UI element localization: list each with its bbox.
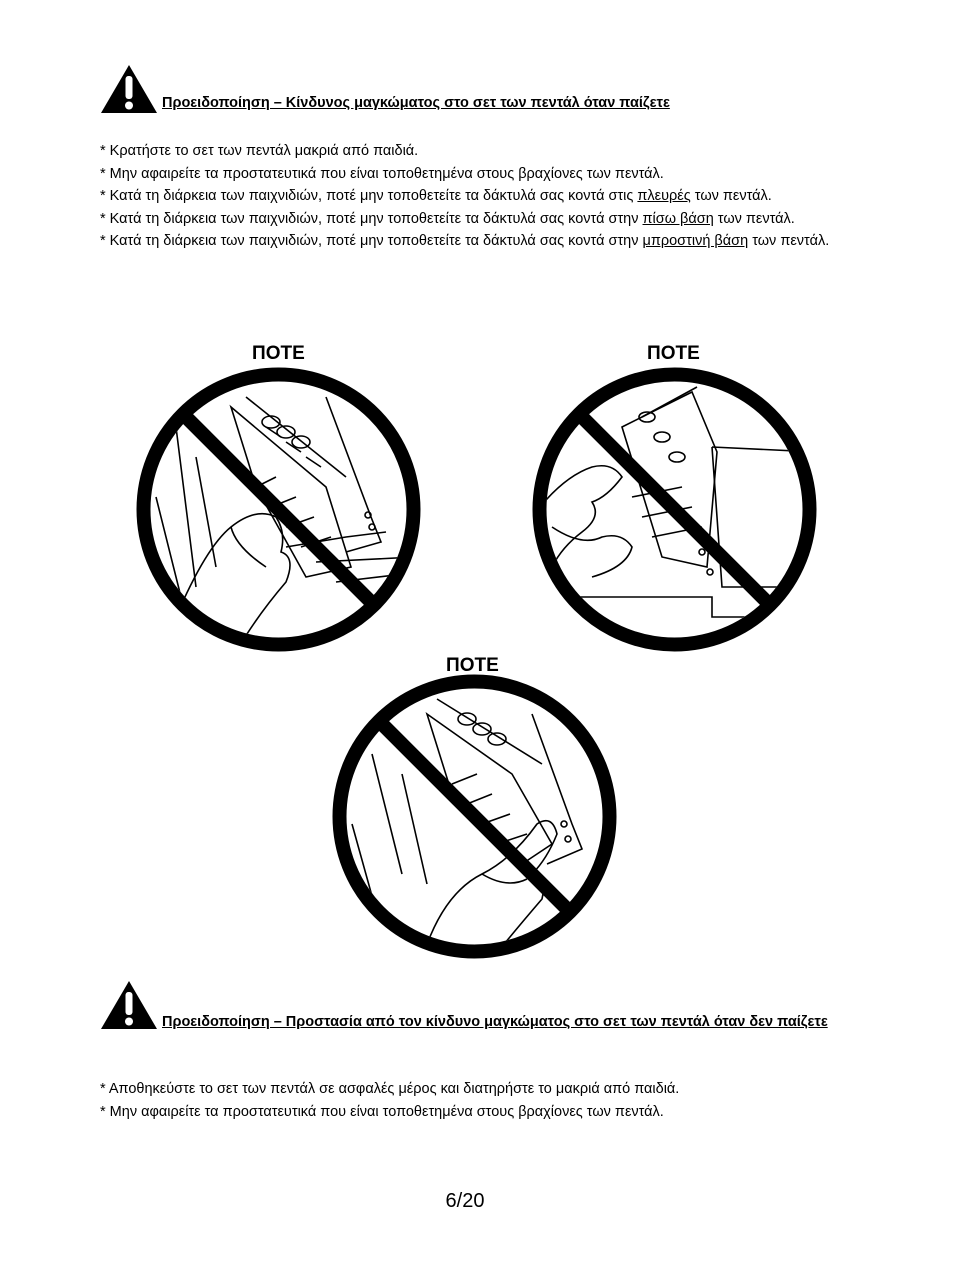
list-item: * Αποθηκεύστε το σετ των πεντάλ σε ασφαλές μέρος και διατηρήστε το μακριά από παιδιά.: [100, 1081, 680, 1097]
warning-title: Προειδοποίηση – Κίνδυνος μαγκώματος στο σετ των πεντάλ όταν παίζετε: [162, 95, 670, 111]
prohibited-finger-back-illustration: [532, 367, 817, 652]
never-label: ΠΟΤΕ: [446, 655, 499, 676]
warning-heading-playing: [100, 64, 840, 114]
list-item: * Μην αφαιρείτε τα προστατευτικά που είναι τοποθετημένα στους βραχίονες των πεντάλ.: [100, 1103, 664, 1120]
prohibited-finger-sides-illustration: [136, 367, 421, 652]
list-item: * Μην αφαιρείτε τα προστατευτικά που είναι τοποθετημένα στους βραχίονες των πεντάλ.: [100, 165, 664, 182]
list-item: * Κατά τη διάρκεια των παιχνιδιών, ποτέ μην τοποθετείτε τα δάκτυλά σας κοντά στην πίσω βάση των πεντάλ.: [100, 210, 795, 227]
warning-title: Προειδοποίηση – Προστασία από τον κίνδυνο μαγκώματος στο σετ των πεντάλ όταν δεν παίζετε: [162, 1014, 828, 1030]
never-label: ΠΟΤΕ: [252, 343, 305, 364]
list-item: * Κατά τη διάρκεια των παιχνιδιών, ποτέ μην τοποθετείτε τα δάκτυλά σας κοντά στην μπροστινή βάση των πεντάλ.: [100, 233, 830, 249]
list-item: * Κατά τη διάρκεια των παιχνιδιών, ποτέ μην τοποθετείτε τα δάκτυλά σας κοντά στις πλευρές των πεντάλ.: [100, 188, 772, 204]
safety-list-not-playing: [100, 1078, 836, 1123]
never-label: ΠΟΤΕ: [647, 343, 700, 364]
warning-triangle-icon: [100, 980, 158, 1030]
prohibited-finger-front-illustration: [332, 674, 617, 959]
warning-triangle-icon: [100, 64, 158, 114]
safety-list-playing: [100, 140, 836, 253]
page-number: 6/20: [445, 1190, 485, 1212]
warning-heading-not-playing: [100, 980, 836, 1033]
list-item: * Κρατήστε το σετ των πεντάλ μακριά από παιδιά.: [100, 143, 419, 159]
